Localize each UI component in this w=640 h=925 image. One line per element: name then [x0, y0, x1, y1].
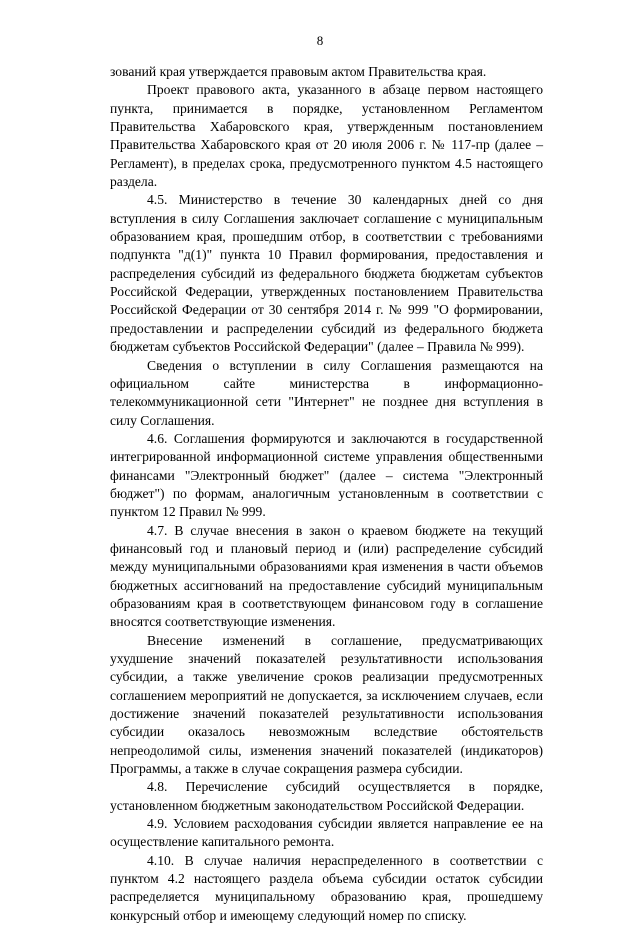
paragraph-4-5: 4.5. Министерство в течение 30 календарных дней со дня вступления в силу Соглашения заключает соглашение с муниципальным образованием края, прошедшим отбор, в соответствии с требованиями подпункта "д(1)" пункта 10 Правил формирования, предоставления и распределения субсидий из федерального бюджета бюджетам субъектов Российской Федерации, утвержденных постановлением Правительства Российской Федерации от 30 сентября 2014 г. № 999 "О формировании, предоставлении и распределении субсидий из федерального бюджета бюджетам субъектов Российской Федерации" (далее – Правила № 999).: [110, 192, 543, 355]
paragraph-amendments: Внесение изменений в соглашение, предусматривающих ухудшение значений показателей результативности использования субсидии, а также увеличение сроков реализации предусмотренных соглашением мероприятий не допускается, за исключением случаев, если достижение значений показателей результативности использования субсидии оказалось невозможным вследствие обстоятельств непреодолимой силы, изменения значений показателей (индикаторов) Программы, а также в случае сокращения размера субсидии.: [110, 632, 543, 777]
paragraph-4-9: 4.9. Условием расходования субсидии является направление ее на осуществление капитального ремонта.: [110, 816, 543, 850]
paragraph-4-6: 4.6. Соглашения формируются и заключаются в государственной интегрированной информационной системе управления общественными финансами "Электронный бюджет" (далее – система "Электронный бюджет") по формам, аналогичным установленным в соответствии с пунктом 12 Правил № 999.: [110, 430, 543, 520]
page-number: 8: [316, 33, 324, 48]
paragraph-4-8: 4.8. Перечисление субсидий осуществляется в порядке, установленном бюджетным законодательством Российской Федерации.: [110, 779, 543, 813]
paragraph-agreement-info: Сведения о вступлении в силу Соглашения размещаются на официальном сайте министерства в информационно-телекоммуникационной сети "Интернет" не позднее дня вступления в силу Соглашения.: [110, 357, 543, 428]
paragraph-continuation: зований края утверждается правовым актом Правительства края.: [110, 64, 487, 79]
paragraph-4-7: 4.7. В случае внесения в закон о краевом бюджете на текущий финансовый год и плановый период и (или) распределение субсидий между муниципальными образованиями края изменения в части объемов бюджетных ассигнований на предоставление субсидий муниципальным образованиям края в соответствующем финансовом году в соглашение вносятся соответствующие изменения.: [110, 522, 543, 630]
paragraph-4-10: 4.10. В случае наличия нераспределенного в соответствии с пунктом 4.2 настоящего раздела объема субсидии остаток субсидии распределяется муниципальному образованию края, прошедшему конкурсный отбор и имеющему следующий номер по списку.: [110, 852, 543, 923]
paragraph-draft-act: Проект правового акта, указанного в абзаце первом настоящего пункта, принимается в порядке, установленном Регламентом Правительства Хабаровского края, утвержденным постановлением Правительства Хабаровского края от 20 июля 2006 г. № 117-пр (далее – Регламент), в пределах срока, предусмотренного пунктом 4.5 настоящего раздела.: [110, 82, 543, 190]
document-body: [110, 63, 543, 925]
